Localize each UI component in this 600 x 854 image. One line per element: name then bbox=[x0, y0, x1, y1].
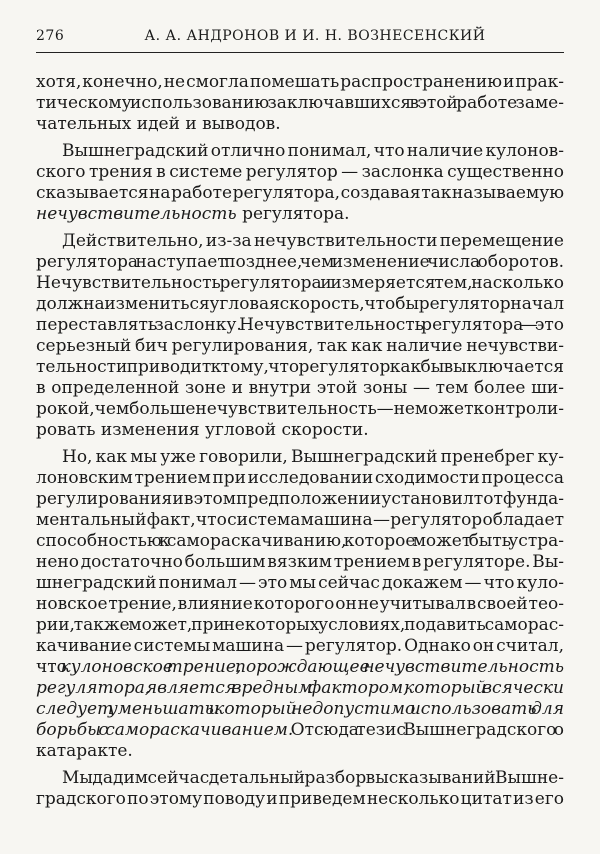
text-line: чательных идей и выводов. bbox=[36, 114, 281, 134]
text-line: способностью к самораскачиванию, которое может быть устра- bbox=[36, 531, 564, 551]
text-line: регулирования и в этом предположении установил тот фунда- bbox=[36, 489, 564, 509]
running-title: А. А. АНДРОНОВ И И. Н. ВОЗНЕСЕНСКИЙ bbox=[144, 28, 486, 44]
paragraph-1 bbox=[36, 72, 564, 135]
text-line: Вышнеградский отлично понимал, что наличие кулонов- bbox=[62, 141, 564, 161]
paragraph-5 bbox=[36, 768, 564, 810]
paragraph-2 bbox=[36, 141, 564, 225]
paragraph-3 bbox=[36, 231, 564, 441]
text-line: тельности приводит к тому, что регулятор как бы выключается bbox=[36, 357, 564, 377]
italic-text: кулоновское трение, порождающее нечувствительность bbox=[60, 657, 564, 677]
running-header bbox=[36, 26, 564, 53]
text-line: Но, как мы уже говорили, Вышнеградский пренебрег ку- bbox=[62, 447, 564, 467]
italic-line: регулятора, является вредным фактором, который всячески bbox=[36, 678, 564, 698]
text-line: ментальный факт, что система машина — регулятор обладает bbox=[36, 510, 564, 530]
text-line: ского трения в системе регулятор — заслонка существенно bbox=[36, 162, 564, 182]
text-line: катаракте. bbox=[36, 741, 133, 761]
text-fragment: регулятора. bbox=[236, 204, 350, 224]
text-line: лоновским трением при исследовании сходимости процесса bbox=[36, 468, 564, 488]
italic-term: нечувствительность bbox=[36, 204, 237, 224]
text-line: Мы дадим сейчас детальный разбор высказываний Вышне- bbox=[62, 768, 564, 788]
text-line: должна измениться угловая скорость, чтобы регулятор начал bbox=[36, 294, 564, 314]
text-line: тическому использованию заключавшихся в этой работе заме- bbox=[36, 93, 564, 113]
text-line: регулятора наступает позднее, чем изменение числа оборотов. bbox=[36, 252, 564, 272]
page-body bbox=[36, 72, 564, 816]
text-line: новское трение, влияние которого он не учитывал в своей тео- bbox=[36, 594, 564, 614]
italic-text: борьбы с самораскачиванием. bbox=[36, 720, 294, 740]
text-line: шнеградский понимал — это мы сейчас докажем — что куло- bbox=[36, 573, 564, 593]
paragraph-4 bbox=[36, 447, 564, 762]
italic-line: следует уменьшать и который недопустимо использовать для bbox=[36, 699, 564, 719]
text-line: серьезный бич регулирования, так как наличие нечувстви- bbox=[36, 336, 564, 356]
text-line: в определенной зоне и внутри этой зоны — тем более ши- bbox=[36, 378, 564, 398]
text-fragment: Отсюда тезис Вышнеградского о bbox=[293, 720, 564, 740]
text-line bbox=[36, 657, 564, 678]
text-line: градского по этому поводу и приведем несколько цитат из его bbox=[36, 789, 564, 809]
text-line: качивание системы машина — регулятор. Однако он считал, bbox=[36, 636, 564, 656]
text-fragment: что bbox=[36, 657, 61, 677]
text-line bbox=[36, 720, 564, 741]
text-line: Нечувствительность регулятора и измеряется тем, насколько bbox=[36, 273, 564, 293]
text-line: сказывается на работе регулятора, создавая так называемую bbox=[36, 183, 564, 203]
text-line: переставлять заслонку. Нечувствительность регулятора — это bbox=[36, 315, 564, 335]
text-line: хотя, конечно, не смогла помешать распространению и прак- bbox=[36, 72, 564, 92]
text-line: нено достаточно большим вязким трением в регуляторе. Вы- bbox=[36, 552, 564, 572]
text-line bbox=[36, 204, 564, 225]
text-line: рокой, чем больше нечувствительность — не может контроли- bbox=[36, 399, 564, 419]
text-line: ровать изменения угловой скорости. bbox=[36, 420, 369, 440]
page-number: 276 bbox=[36, 28, 65, 44]
text-line: рии, также может, при некоторых условиях, подавить саморас- bbox=[36, 615, 564, 635]
text-line: Действительно, из-за нечувствительности перемещение bbox=[62, 231, 564, 251]
